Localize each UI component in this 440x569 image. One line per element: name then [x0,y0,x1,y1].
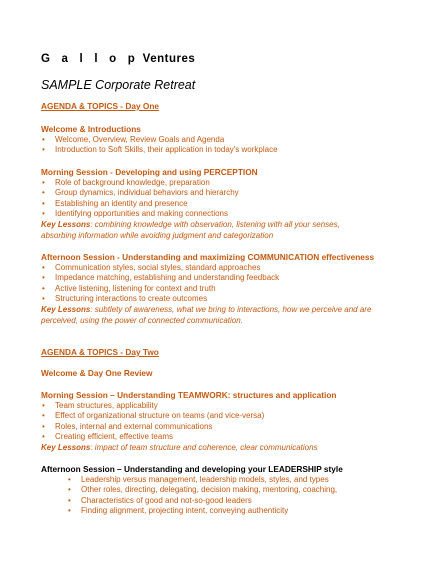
teamwork-list [41,401,401,443]
day-two-header: AGENDA & TOPICS - Day Two [41,347,159,357]
list-item: • Impedance matching, establishing and understanding feedback [41,273,401,284]
list-item: • Active listening, listening for context and truth [41,284,401,295]
key-lessons-text: : impact of team structure and coherence, clear communications [90,442,318,452]
list-item: • Leadership versus management, leadership models, styles, and types [41,475,401,486]
day-one-block [41,101,401,112]
list-item: • Group dynamics, individual behaviors and hierarchy [41,188,401,199]
key-lessons-label: Key Lessons [41,219,91,229]
morning-list [41,178,401,220]
day-two-welcome-title: Welcome & Day One Review [41,368,153,378]
list-item: • Structuring interactions to create outcomes [41,294,401,305]
key-lessons [41,220,401,231]
list-item: • Identifying opportunities and making connections [41,209,401,220]
morning-session-title: Morning Session - Developing and using PERCEPTION [41,167,258,177]
day-two-welcome [41,368,401,379]
document-subtitle: SAMPLE Corporate Retreat [41,78,196,92]
afternoon-list [41,263,401,305]
day-two-block [41,347,401,358]
day-one-afternoon [41,252,401,326]
day-one-welcome [41,124,401,156]
key-lessons [41,443,401,454]
key-lessons-label: Key Lessons [41,304,91,314]
list-item: • Communication styles, social styles, standard approaches [41,263,401,274]
list-item: • Other roles, directing, delegating, decision making, mentoring, coaching, [41,485,401,496]
company-name [41,53,195,65]
list-item: • Welcome, Overview, Review Goals and Agenda [41,135,401,146]
list-item: • Characteristics of good and not-so-good leaders [41,496,401,507]
morning-session-title: Morning Session – Understanding TEAMWORK: structures and application [41,390,337,400]
list-item: • Role of background knowledge, preparation [41,178,401,189]
key-lessons-continued: perceived, using the power of connected communication. [41,315,243,325]
day-two-afternoon [41,464,401,517]
list-item: • Roles, internal and external communications [41,422,401,433]
key-lessons-text: : subtlety of awareness, what we bring to interactions, how we perceive and are [90,304,372,314]
key-lessons-continued: absorbing information while avoiding judgment and categorization [41,230,274,240]
list-item: • Establishing an identity and presence [41,199,401,210]
welcome-list [41,135,401,156]
leadership-list [41,475,401,517]
key-lessons-label: Key Lessons [41,442,91,452]
list-item: • Finding alignment, projecting intent, conveying authenticity [41,506,401,517]
day-one-header: AGENDA & TOPICS - Day One [41,101,160,111]
list-item: • Creating efficient, effective teams [41,432,401,443]
company-name-rest: Ventures [142,53,196,65]
key-lessons [41,305,401,316]
day-one-morning [41,167,401,241]
company-name-spaced: G a l l o p [41,53,139,65]
key-lessons-text: : combining knowledge with observation, listening with all your senses, [90,219,340,229]
welcome-title: Welcome & Introductions [41,124,141,134]
list-item: • Effect of organizational structure on teams (and vice-versa) [41,411,401,422]
afternoon-session-title: Afternoon Session - Understanding and maximizing COMMUNICATION effectiveness [41,252,375,262]
list-item: • Introduction to Soft Skills, their application in today's workplace [41,145,401,156]
afternoon-session-title: Afternoon Session – Understanding and developing your LEADERSHIP style [41,464,343,474]
day-two-morning [41,390,401,454]
list-item: • Team structures, applicability [41,401,401,412]
